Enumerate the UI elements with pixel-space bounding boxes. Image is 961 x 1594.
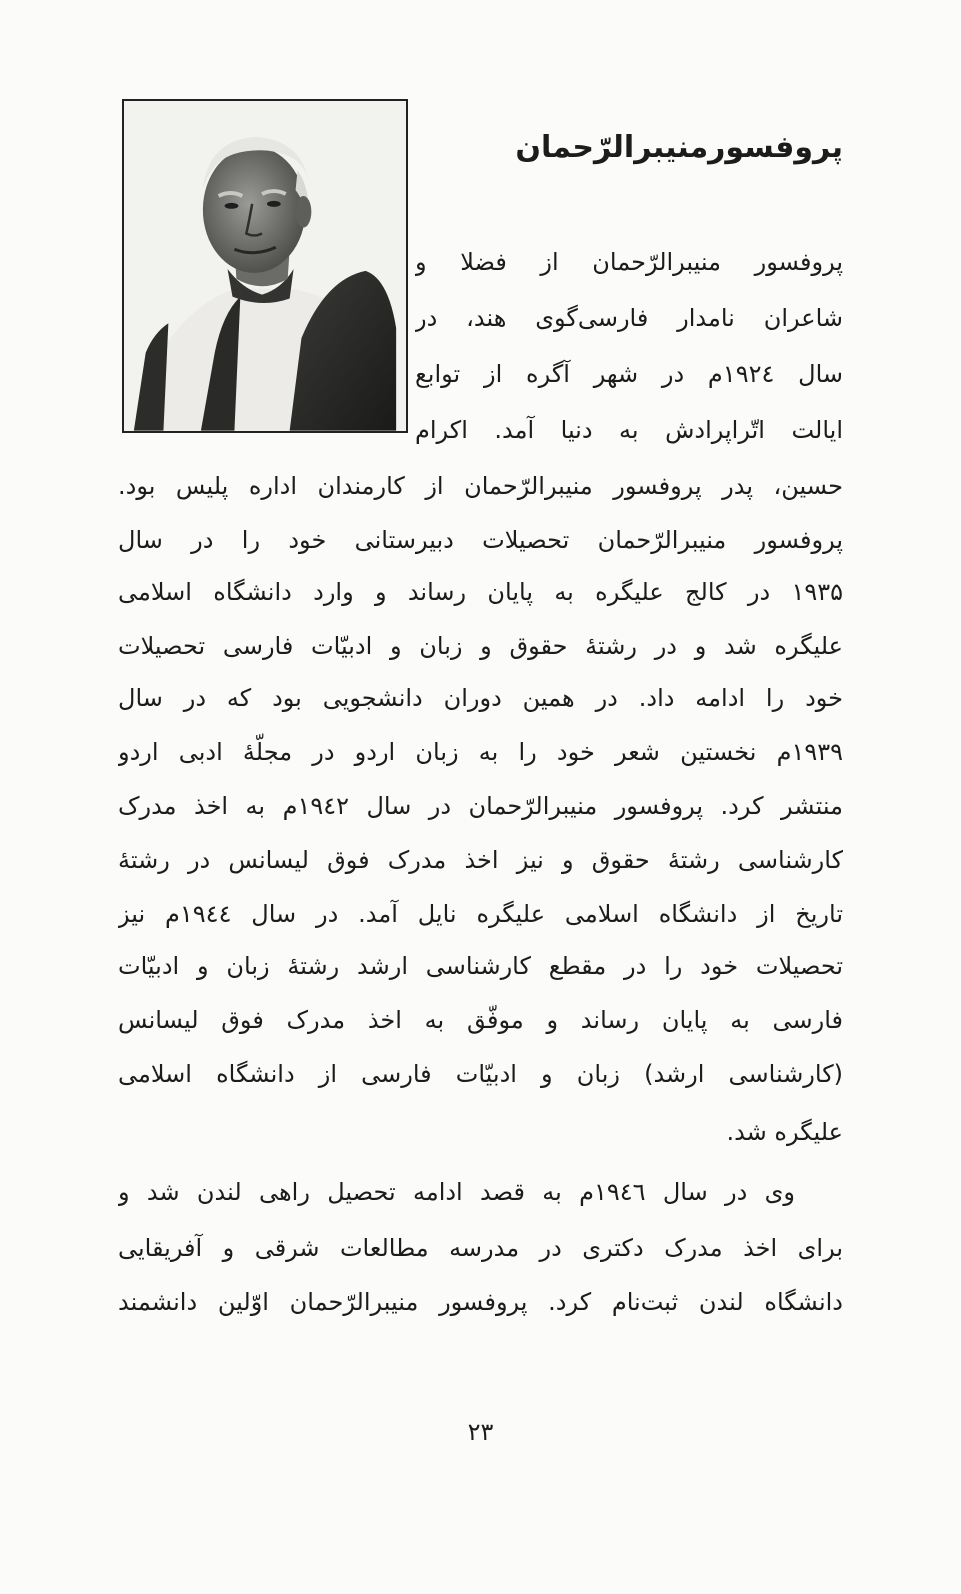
text-line: تاریخ از دانشگاه اسلامی علیگره نایل آمد. در سال ۱۹٤٤م نیز [118,900,843,928]
text-line: حسین، پدر پروفسور منیبرالرّحمان از کارمندان اداره پلیس بود. [118,472,843,500]
text-line: علیگره شد. [726,1118,843,1146]
text-line: دانشگاه لندن ثبت‌نام کرد. پروفسور منیبرالرّحمان اوّلین دانشمند [118,1288,843,1316]
text-line: کارشناسی رشتهٔ حقوق و نیز اخذ مدرک فوق لیسانس در رشتهٔ [118,846,843,874]
text-line: پروفسور منیبرالرّحمان تحصیلات دبیرستانی خود را در سال [118,526,843,554]
text-line: ۱۹۳۵ در کالج علیگره به پایان رساند و وارد دانشگاه اسلامی [118,578,843,606]
page-number: ۲۳ [467,1418,494,1446]
text-line: منتشر کرد. پروفسور منیبرالرّحمان در سال ۱۹٤۲م به اخذ مدرک [118,792,843,820]
portrait-photo [122,99,408,433]
text-line: (کارشناسی ارشد) زبان و ادبیّات فارسی از دانشگاه اسلامی [118,1060,843,1088]
text-line: علیگره شد و در رشتهٔ حقوق و زبان و ادبیّات فارسی تحصیلات [118,632,843,660]
text-line: وی در سال ۱۹٤٦م به قصد ادامه تحصیل راهی لندن شد و [118,1178,795,1206]
text-line: پروفسور منیبرالرّحمان از فضلا و [415,248,843,276]
text-line: سال ۱۹۲٤م در شهر آگره از توابع [415,360,843,388]
text-line: خود را ادامه داد. در همین دوران دانشجویی بود که در سال [118,684,843,712]
text-line: تحصیلات خود را در مقطع کارشناسی ارشد رشتهٔ زبان و ادبیّات [118,952,843,980]
text-line: ایالت اتّراپرادش به دنیا آمد. اکرام [415,416,843,444]
text-line: شاعران نامدار فارسی‌گوی هند، در [415,304,843,332]
text-line: فارسی به پایان رساند و موفّق به اخذ مدرک فوق لیسانس [118,1006,843,1034]
text-line: ۱۹۳۹م نخستین شعر خود را به زبان اردو در مجلّهٔ ادبی اردو [118,738,843,766]
text-line: برای اخذ مدرک دکتری در مدرسه مطالعات شرقی و آفریقایی [118,1234,843,1262]
page-title: پروفسورمنیبرالرّحمان [515,130,843,165]
